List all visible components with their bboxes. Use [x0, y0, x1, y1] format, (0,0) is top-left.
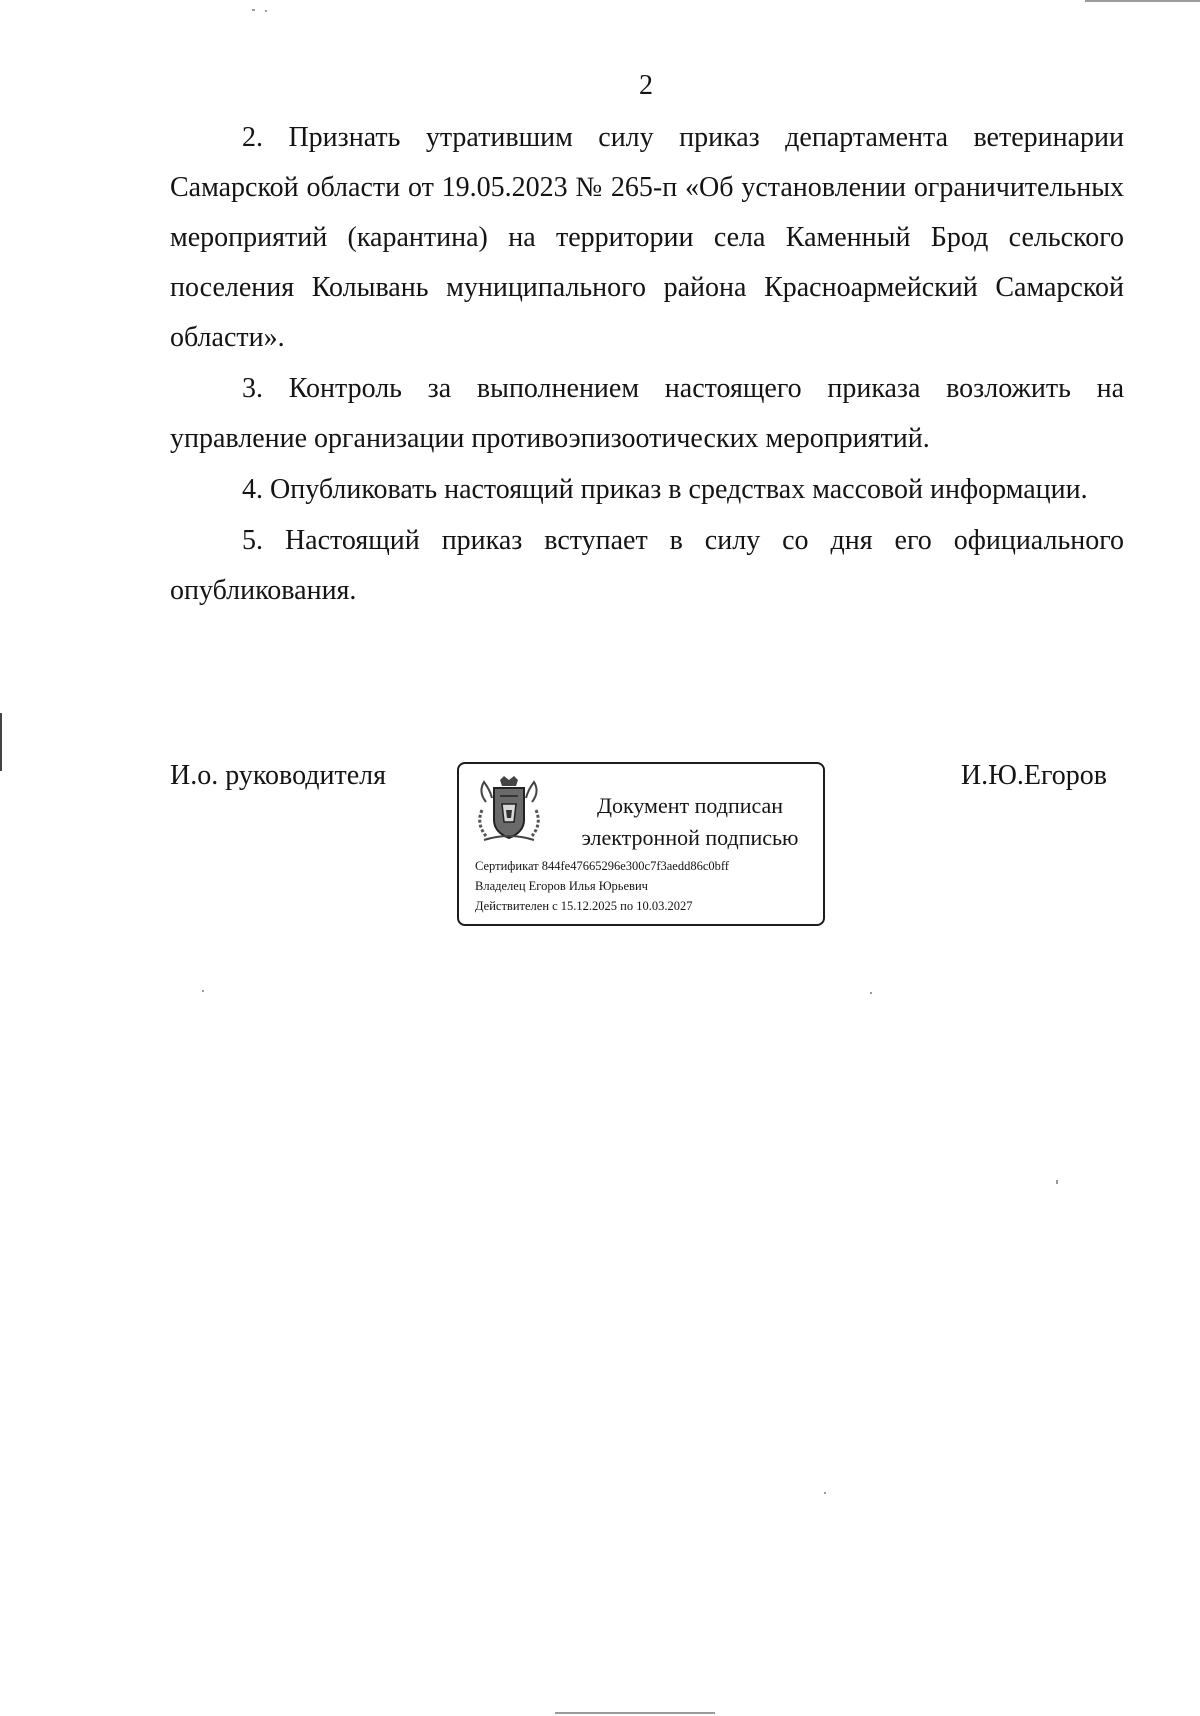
scan-speck: [824, 1492, 826, 1494]
paragraph-line: 2. Признать утратившим силу приказ департамента ветеринарии: [242, 122, 1124, 153]
stamp-title-line: Документ подписан: [596, 793, 784, 818]
paragraph-line: 5. Настоящий приказ вступает в силу со дня его официального: [242, 525, 1124, 556]
paragraph-line: Самарской области от 19.05.2023 № 265-п «Об установлении: [170, 172, 906, 203]
paragraph-4: [170, 465, 1124, 515]
paragraph-line: 4. Опубликовать настоящий приказ в средствах массовой информации.: [242, 474, 1088, 505]
paragraph-line: 3. Контроль за выполнением настоящего приказа возложить на: [242, 373, 1124, 404]
scan-speck: [252, 9, 255, 11]
scan-speck: [870, 992, 872, 994]
paragraph-2: [170, 113, 1124, 363]
e-signature-stamp: [457, 762, 825, 926]
scan-speck: [202, 990, 204, 992]
scan-speck: [265, 10, 267, 12]
samara-coat-of-arms-icon: [476, 774, 542, 844]
paragraph-line: ограничительных мероприятий (карантина) на территории села Каменный: [170, 172, 1125, 253]
paragraph-line: управление организации противоэпизоотических мероприятий.: [170, 423, 930, 454]
scan-speck: [1056, 1180, 1058, 1184]
paragraph-line: Красноармейский Самарской области».: [170, 272, 1124, 353]
validity-line: Действителен с 15.12.2025 по 10.03.2027: [475, 899, 693, 913]
paragraph-line: Брод сельского поселения Колывань муниципального района: [170, 222, 1125, 303]
stamp-title: [559, 790, 821, 854]
paragraph-5: [170, 516, 1124, 616]
paragraph-line: опубликования.: [170, 575, 357, 606]
stamp-details: [475, 856, 729, 916]
document-body: [170, 113, 1124, 617]
owner-line: Владелец Егоров Илья Юрьевич: [475, 879, 648, 893]
stamp-title-line: электронной подписью: [581, 825, 799, 850]
page-number: 2: [639, 70, 653, 101]
scan-speck: [0, 713, 2, 771]
paragraph-3: [170, 364, 1124, 464]
certificate-line: Сертификат 844fe47665296e300c7f3aedd86c0bff: [475, 859, 729, 873]
scan-speck: [1085, 0, 1200, 2]
signatory-name: И.Ю.Егоров: [960, 760, 1107, 791]
signatory-position: И.о. руководителя: [170, 760, 387, 791]
scan-speck: [555, 1712, 715, 1714]
